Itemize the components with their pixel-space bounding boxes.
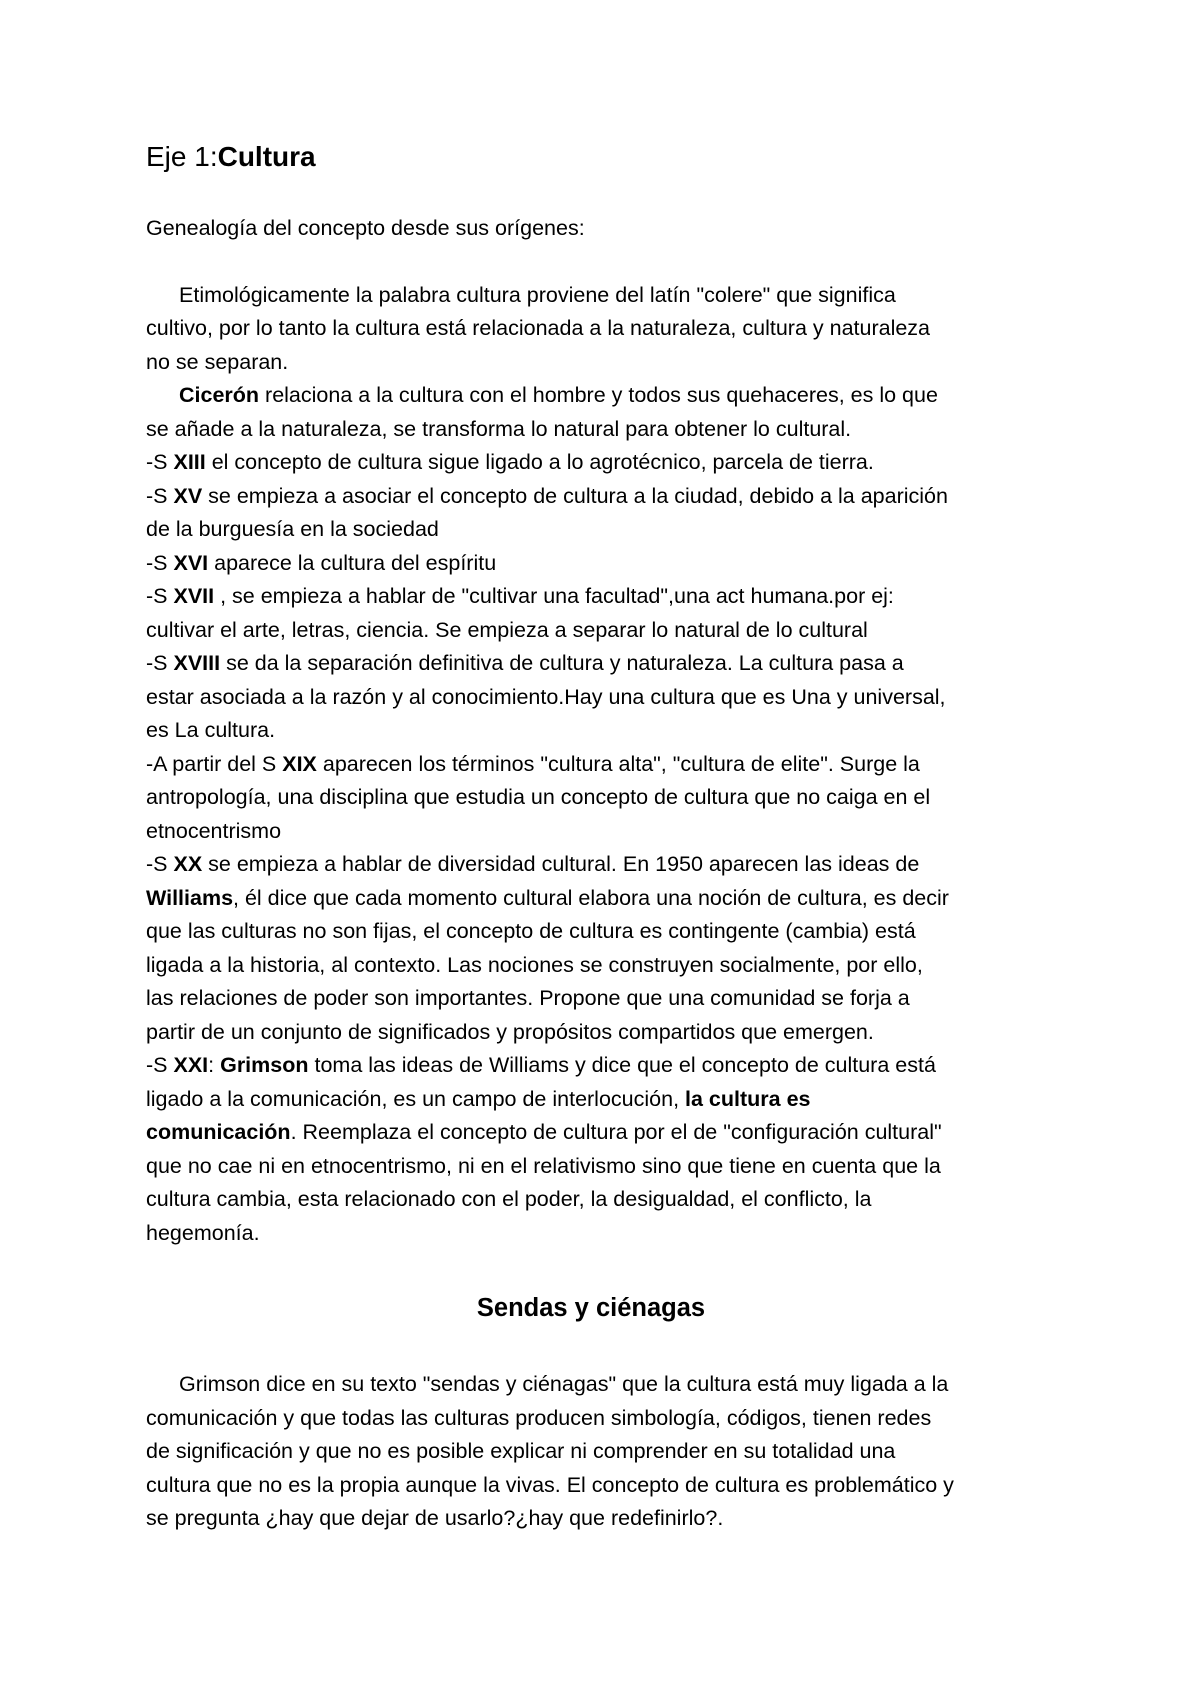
text-segment: comunicación y que todas las culturas producen simbología, códigos, tienen redes <box>146 1405 932 1430</box>
text-segment: ligado a la comunicación, es un campo de interlocución, <box>146 1086 686 1111</box>
paragraph-line <box>146 681 1076 715</box>
text-segment: etnocentrismo <box>146 818 282 843</box>
title-bold: Cultura <box>217 141 316 172</box>
paragraph-line <box>146 379 1076 413</box>
paragraph-line <box>146 882 1076 916</box>
text-segment: -S <box>146 852 174 876</box>
section-body <box>146 1368 1076 1536</box>
title-prefix: Eje 1: <box>146 141 218 172</box>
bold-text: Grimson <box>220 1053 309 1077</box>
document-subtitle: Genealogía del concepto desde sus orígenes: <box>146 216 585 240</box>
bold-text: XV <box>173 483 203 508</box>
text-segment: -S <box>146 483 174 508</box>
text-segment: relaciona a la cultura con el hombre y todos sus quehaceres, es lo que <box>259 383 938 407</box>
text-segment: antropología, una disciplina que estudia un concepto de cultura que no caiga en el <box>146 785 931 809</box>
text-segment: Grimson dice en su texto "sendas y ciénagas" que la cultura está muy ligada a la <box>179 1372 949 1396</box>
paragraph-line <box>146 1402 1076 1436</box>
text-segment: -S <box>146 450 174 474</box>
text-segment: no se separan. <box>146 349 289 374</box>
text-segment: se da la separación definitiva de cultura y naturaleza. La cultura pasa a <box>220 651 904 675</box>
text-segment: Etimológicamente la palabra cultura proviene del latín "colere" que significa <box>179 282 896 307</box>
bold-text: XXI <box>173 1053 209 1077</box>
paragraph-line <box>146 1502 1076 1536</box>
text-segment: que no cae ni en etnocentrismo, ni en el relativismo sino que tiene en cuenta que la <box>146 1153 941 1178</box>
text-segment: el concepto de cultura sigue ligado a lo agrotécnico, parcela de tierra. <box>205 450 874 474</box>
paragraph-line <box>146 949 1076 983</box>
paragraph-line <box>146 346 1076 380</box>
bold-text: XVII <box>173 584 215 608</box>
paragraph-line <box>146 815 1076 849</box>
paragraph-line <box>146 982 1076 1016</box>
paragraph-line <box>146 1217 1076 1251</box>
document-title <box>146 140 1076 174</box>
bold-text: XVI <box>173 550 209 575</box>
paragraph-line <box>146 1049 1076 1083</box>
paragraph-line <box>146 1368 1076 1402</box>
paragraph-line <box>146 1435 1076 1469</box>
bold-text: comunicación <box>146 1120 291 1144</box>
paragraph-line <box>146 1469 1076 1503</box>
text-segment: aparece la cultura del espíritu <box>208 550 497 575</box>
paragraph-line <box>146 1150 1076 1184</box>
text-segment: se pregunta ¿hay que dejar de usarlo?¿hay que redefinirlo?. <box>146 1506 724 1530</box>
text-segment: , él dice que cada momento cultural elabora una noción de cultura, es decir <box>233 885 949 910</box>
paragraph-line <box>146 480 1076 514</box>
text-segment: cultura que no es la propia aunque la vivas. El concepto de cultura es problemático y <box>146 1472 954 1497</box>
text-segment: cultura cambia, esta relacionado con el poder, la desigualdad, el conflicto, la <box>146 1187 872 1211</box>
paragraph-line <box>146 748 1076 782</box>
text-segment: se empieza a asociar el concepto de cultura a la ciudad, debido a la aparición <box>202 483 948 508</box>
text-segment: ligada a la historia, al contexto. Las nociones se construyen socialmente, por ello, <box>146 952 923 977</box>
bold-text: XVIII <box>173 651 221 675</box>
paragraph-line <box>146 513 1076 547</box>
section-heading: Sendas y ciénagas <box>476 1294 706 1322</box>
text-segment: . Reemplaza el concepto de cultura por el de "configuración cultural" <box>290 1120 942 1144</box>
paragraph-line <box>146 279 1076 313</box>
bold-text: Williams <box>146 885 234 910</box>
text-segment: , se empieza a hablar de "cultivar una facultad",una act humana.por ej: <box>214 584 894 608</box>
text-segment: -S <box>146 584 174 608</box>
paragraph-line <box>146 1016 1076 1050</box>
bold-text: la cultura es <box>685 1086 811 1111</box>
text-segment: de significación y que no es posible explicar ni comprender en su totalidad una <box>146 1439 896 1463</box>
text-segment: las relaciones de poder son importantes. Propone que una comunidad se forja a <box>146 986 910 1010</box>
paragraph-line <box>146 580 1076 614</box>
text-segment: toma las ideas de Williams y dice que el concepto de cultura está <box>308 1053 936 1077</box>
main-body <box>146 279 1076 1251</box>
text-segment: -S <box>146 1053 174 1077</box>
document-page <box>146 140 1076 1536</box>
text-segment: que las culturas no son fijas, el concepto de cultura es contingente (cambia) está <box>146 919 916 943</box>
bold-text: XIII <box>173 450 206 474</box>
text-segment: -S <box>146 550 174 575</box>
text-segment: hegemonía. <box>146 1220 260 1245</box>
text-segment: se añade a la naturaleza, se transforma lo natural para obtener lo cultural. <box>146 416 852 441</box>
text-segment: cultivar el arte, letras, ciencia. Se empieza a separar lo natural de lo cultural <box>146 617 868 642</box>
text-segment: : <box>208 1053 221 1077</box>
text-segment: cultivo, por lo tanto la cultura está relacionada a la naturaleza, cultura y naturaleza <box>146 316 931 340</box>
bold-text: XIX <box>282 751 317 776</box>
text-segment: -A partir del S <box>146 751 283 776</box>
paragraph-line <box>146 915 1076 949</box>
paragraph-line <box>146 781 1076 815</box>
text-segment: se empieza a hablar de diversidad cultural. En 1950 aparecen las ideas de <box>202 852 920 876</box>
paragraph-line <box>146 714 1076 748</box>
paragraph-line <box>146 1183 1076 1217</box>
paragraph-line <box>146 848 1076 882</box>
text-segment: es La cultura. <box>146 718 276 742</box>
text-segment: de la burguesía en la sociedad <box>146 517 439 541</box>
paragraph-line <box>146 547 1076 581</box>
paragraph-line <box>146 614 1076 648</box>
paragraph-line <box>146 312 1076 346</box>
paragraph-line <box>146 1083 1076 1117</box>
paragraph-line <box>146 413 1076 447</box>
paragraph-line <box>146 1116 1076 1150</box>
bold-text: Cicerón <box>179 383 260 407</box>
text-segment: -S <box>146 651 174 675</box>
text-segment: partir de un conjunto de significados y propósitos compartidos que emergen. <box>146 1019 874 1044</box>
text-segment: aparecen los términos "cultura alta", "cultura de elite". Surge la <box>316 751 920 776</box>
text-segment: estar asociada a la razón y al conocimiento.Hay una cultura que es Una y universal, <box>146 684 946 709</box>
paragraph-line <box>146 647 1076 681</box>
paragraph-line <box>146 446 1076 480</box>
bold-text: XX <box>173 852 203 876</box>
